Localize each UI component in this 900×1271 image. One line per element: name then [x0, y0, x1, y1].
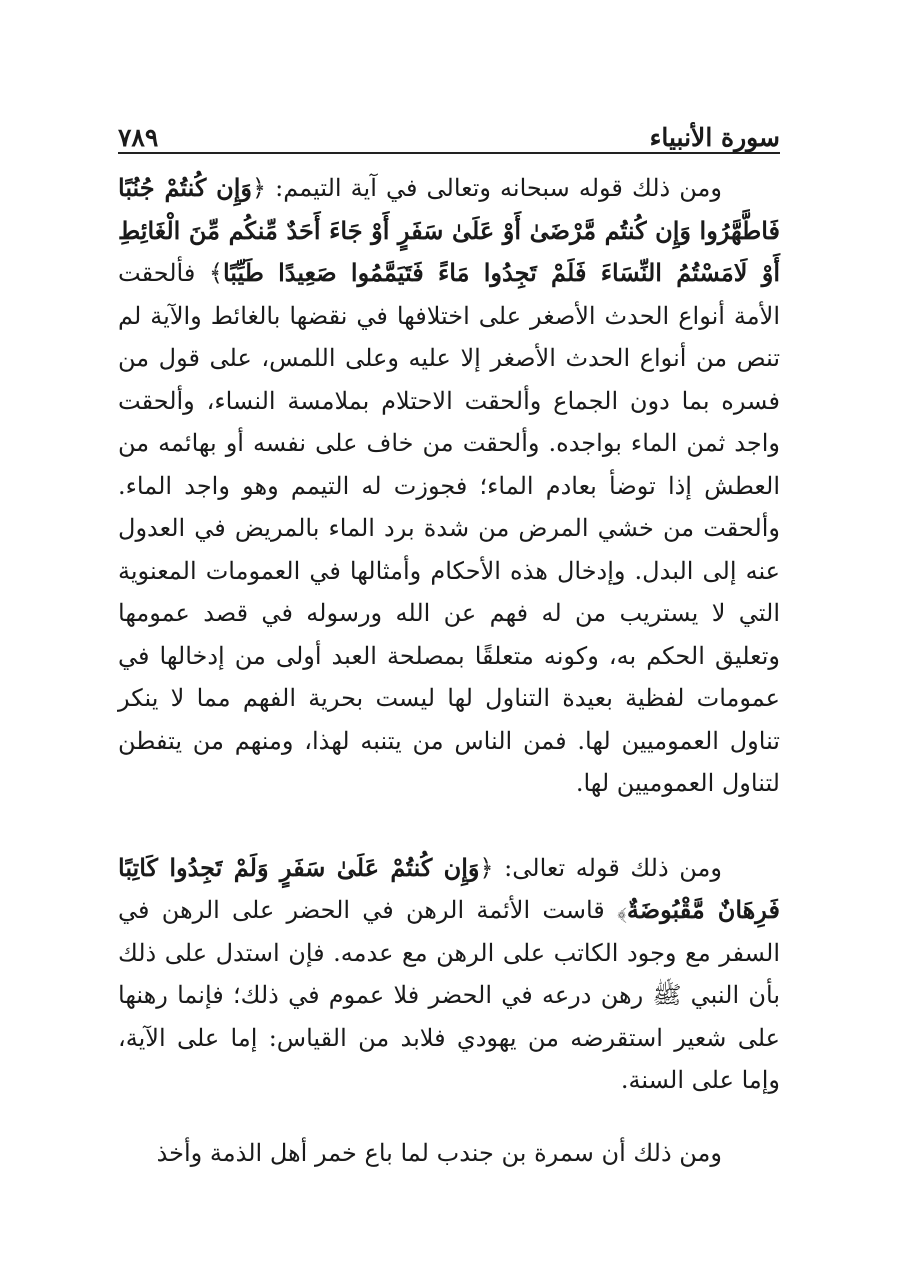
paragraph-intro: ومن ذلك قوله تعالى: ﴿	[479, 853, 722, 882]
paragraph-text: ﴾ قاست الأئمة الرهن في الحضر على الرهن في السفر مع وجود الكاتب على الرهن مع عدمه. فإن استدل على ذلك بأن النبي ﷺ رهن درعه في الحضر فلا عموم في ذلك؛ فإنما رهنها على شعير استقرضه من يهودي فلابد من القياس: إما على الآية، وإما على السنة.	[118, 896, 780, 1094]
paragraph-rahn	[118, 847, 780, 1102]
paragraph-samura	[118, 1132, 780, 1175]
page-number: ٧٨٩	[118, 123, 159, 152]
paragraph-intro: ومن ذلك قوله سبحانه وتعالى في آية التيمم: ﴿	[252, 174, 722, 202]
paragraph-text: ومن ذلك أن سمرة بن جندب لما باع خمر أهل الذمة وأخذ	[156, 1138, 722, 1167]
paragraph-text: ﴾ فألحقت الأمة أنواع الحدث الأصغر على اختلافها في نقضها بالغائط والآية لم تنص من أنواع الحدث الأصغر إلا عليه وعلى اللمس، على قول من فسره بما دون الجماع وألحقت الاحتلام بملامسة النساء، وألحقت واجد ثمن الماء بواجده. وألحقت من خاف على نفسه أو بهائمه من العطش إذا توضأ بعادم الماء؛ فجوزت له التيمم وهو واجد الماء. وألحقت من خشي المرض من شدة برد الماء بالمريض في العدول عنه إلى البدل. وإدخال هذه الأحكام وأمثالها في العمومات المعنوية التي لا يستريب من له فهم عن الله ورسوله في قصد عمومها وتعليق الحكم به، وكونه متعلقًا بمصلحة العبد أولى من إدخالها في عمومات لفظية بعيدة التناول لها ليست بحرية الفهم مما لا ينكر تناول العموميين لها. فمن الناس من يتنبه لهذا، ومنهم من يتفطن لتناول العموميين لها.	[118, 259, 780, 797]
quran-verse: وَإِن كُنتُمْ جُنُبًا فَاطَّهَّرُوا وَإِن كُنتُم مَّرْضَىٰ أَوْ عَلَىٰ سَفَرٍ أَوْ جَاءَ أَحَدٌ مِّنكُم مِّنَ الْغَائِطِ أَوْ لَامَسْتُمُ النِّسَاءَ فَلَمْ تَجِدُوا مَاءً فَتَيَمَّمُوا صَعِيدًا طَيِّبًا	[118, 173, 780, 287]
quran-verse: وَإِن كُنتُمْ عَلَىٰ سَفَرٍ وَلَمْ تَجِدُوا كَاتِبًا فَرِهَانٌ مَّقْبُوضَةٌ	[118, 852, 781, 924]
page-header	[118, 112, 780, 152]
surah-title: سورة الأنبياء	[649, 123, 780, 152]
paragraph-tayammum	[118, 167, 780, 805]
page-body	[118, 167, 780, 1174]
header-rule	[118, 152, 780, 154]
